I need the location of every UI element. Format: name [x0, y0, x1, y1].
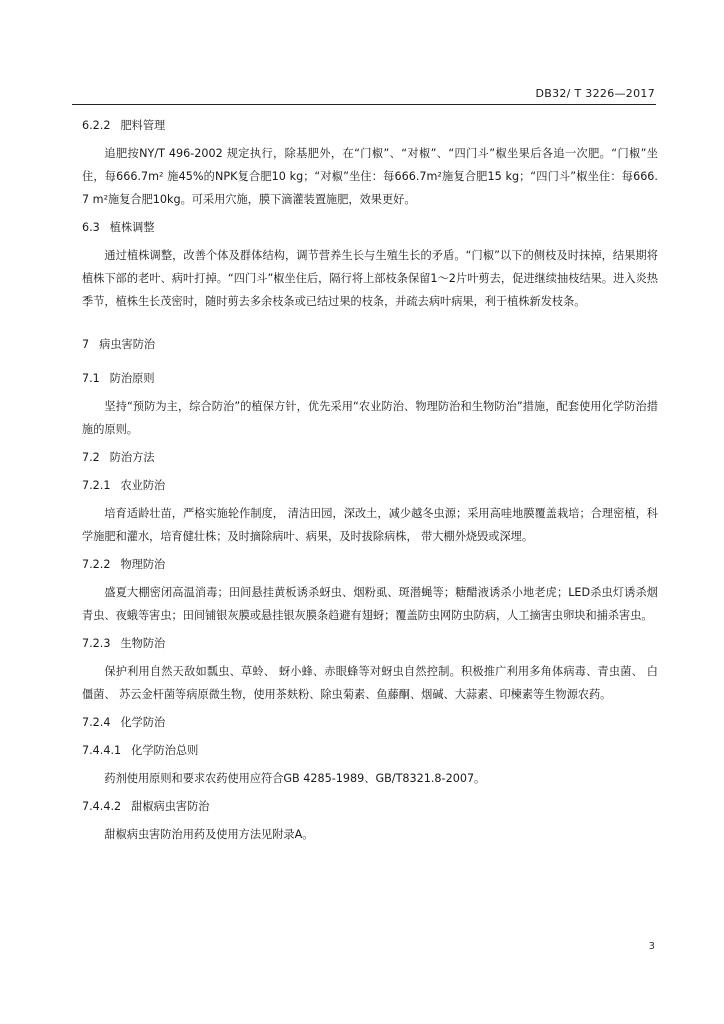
paragraph-plant-adjustment: 通过植株调整，改善个体及群体结构，调节营养生长与生殖生长的矛盾。“门椒”以下的侧枝及时抹掉，结果期将植株下部的老叶、病叶打掉。“四门斗”椒坐住后，隔行将上部枝条保留1～2片叶剪去，促进继续抽枝结果。进入炎热季节，植株生长茂密时，随时剪去多余枝条或已结过果的枝条，并疏去病叶病果，利于植株新发枝条。: [82, 249, 658, 308]
heading-title: 化学防治: [120, 716, 166, 729]
heading-7-2: [82, 446, 658, 469]
paragraph-biological-control: 保护利用自然天敌如瓢虫、草蛉、 蚜小蜂、赤眼蜂等对蚜虫自然控制。积极推广利用多角体病毒、青虫菌、 白僵菌、 苏云金杆菌等病原微生物，使用茶麸粉、除虫菊素、鱼藤酮、烟碱、大蒜素、印楝素等生物源农药。: [82, 665, 658, 701]
heading-title: 防治方法: [109, 451, 155, 464]
heading-7-1: [82, 367, 658, 390]
heading-number: 7: [82, 338, 90, 351]
heading-title: 化学防治总则: [131, 744, 199, 757]
heading-number: 7.4.4.1: [82, 744, 122, 757]
heading-7: [82, 333, 658, 356]
heading-title: 生物防治: [120, 637, 166, 650]
heading-7-2-2: [82, 553, 658, 576]
heading-7-4-4-2: [82, 795, 658, 818]
heading-number: 7.2: [82, 451, 100, 464]
heading-title: 物理防治: [120, 558, 166, 571]
paragraph-fertilizer: 追肥按NY/T 496-2002 规定执行，除基肥外，在“门椒”、“对椒”、“四门斗”椒坐果后各追一次肥。“门椒”坐住，每666.7m² 施45%的NPK复合肥10 kg；“对椒”坐住：每666.7m²施复合肥15 kg；“四门斗”椒坐住：每666.7 m²施复合肥10kg。可采用穴施，膜下滴灌装置施肥，效果更好。: [82, 147, 658, 206]
heading-title: 农业防治: [120, 479, 166, 492]
heading-number: 7.2.2: [82, 558, 111, 571]
heading-number: 7.2.3: [82, 637, 111, 650]
heading-7-2-3: [82, 632, 658, 655]
heading-title: 肥料管理: [120, 119, 166, 132]
page-number: 3: [648, 941, 655, 952]
paragraph-principles: 坚持“预防为主，综合防治”的植保方针，优先采用“农业防治、物理防治和生物防治”措施，配套使用化学防治措施的原则。: [82, 400, 658, 436]
heading-number: 7.2.4: [82, 716, 111, 729]
document-body: [82, 114, 658, 846]
header-rule: [72, 104, 656, 105]
heading-number: 7.2.1: [82, 479, 111, 492]
heading-number: 6.3: [82, 221, 100, 234]
heading-number: 7.4.4.2: [82, 800, 122, 813]
heading-title: 病虫害防治: [99, 338, 156, 351]
heading-title: 甜椒病虫害防治: [131, 800, 210, 813]
heading-7-2-4: [82, 711, 658, 734]
standard-code: DB32/ T 3226—2017: [535, 87, 655, 100]
heading-7-4-4-1: [82, 739, 658, 762]
heading-number: 7.1: [82, 372, 100, 385]
heading-title: 植株调整: [109, 221, 155, 234]
heading-6-2-2: [82, 114, 658, 137]
paragraph-chemical-principles: 药剂使用原则和要求农药使用应符合GB 4285-1989、GB/T8321.8-2007。: [104, 772, 486, 785]
paragraph-pepper-pest-control: 甜椒病虫害防治用药及使用方法见附录A。: [104, 828, 314, 841]
paragraph-physical-control: 盛夏大棚密闭高温消毒；田间悬挂黄板诱杀蚜虫、烟粉虱、斑潜蝇等；糖醋液诱杀小地老虎；LED杀虫灯诱杀烟青虫、夜蛾等害虫；田间铺银灰膜或悬挂银灰膜条趋避有翅蚜；覆盖防虫网防虫防病，人工摘害虫卵块和捕杀害虫。: [82, 586, 658, 622]
heading-6-3: [82, 216, 658, 239]
heading-title: 防治原则: [109, 372, 155, 385]
heading-number: 6.2.2: [82, 119, 111, 132]
heading-7-2-1: [82, 474, 658, 497]
paragraph-agricultural-control: 培育适龄壮苗，严格实施轮作制度， 清洁田园，深改土，减少越冬虫源；采用高哇地膜覆盖栽培；合理密植，科学施肥和灌水，培育健壮株；及时摘除病叶、病果，及时拔除病株， 带大棚外烧毁或深埋。: [82, 507, 658, 543]
